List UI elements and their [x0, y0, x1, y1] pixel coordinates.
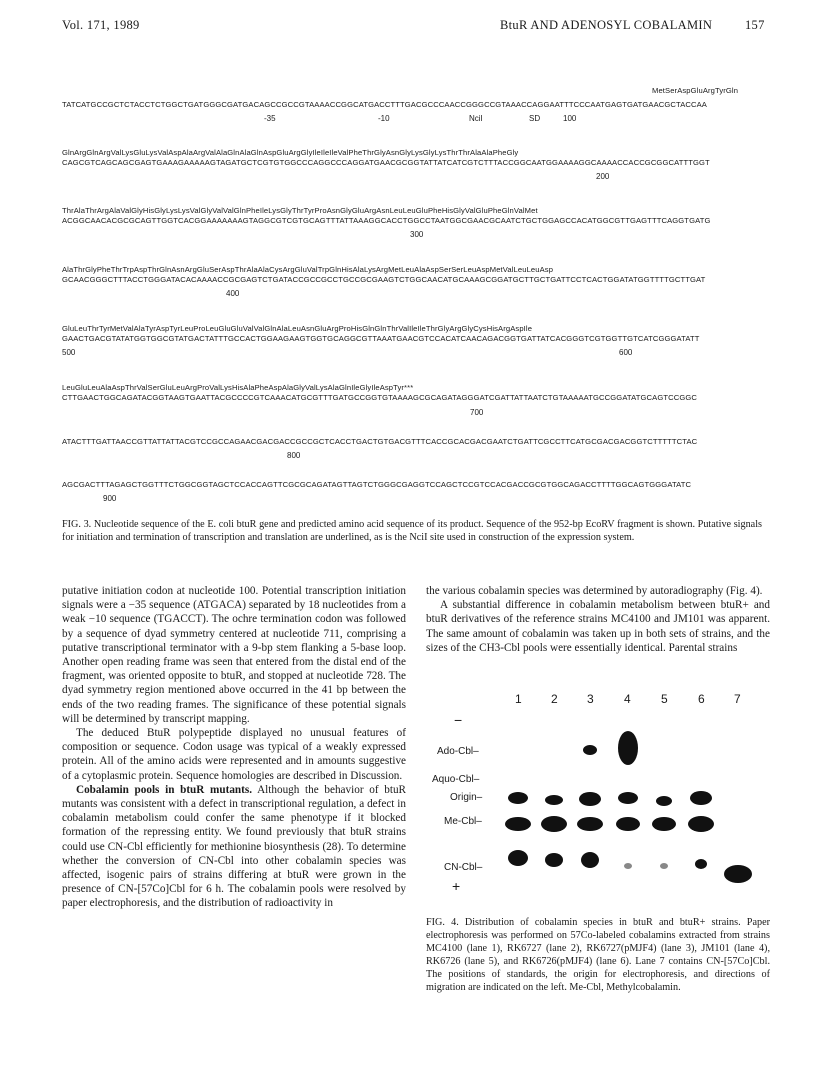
seq-num-700: 700 [470, 408, 484, 417]
band-lane4-cn [624, 863, 632, 869]
figure-4-autoradiograph [420, 692, 776, 915]
right-column [426, 584, 770, 655]
seq-row1-aa: GlnArgGlnArgValLysGluLysValAspAlaArgValAlaGlnAlaGlnAspGluArgGlyIleIleIleValPheThrGlyAsnGlyLysGlyLysThrThrAlaAlaPheGly [62, 148, 519, 157]
band-lane3-me [577, 817, 603, 831]
label-origin: Origin– [450, 792, 483, 803]
seq-num-600: 600 [619, 348, 633, 357]
right-paragraph-1: the various cobalamin species was determined by autoradiography (Fig. 4). [426, 585, 763, 597]
running-header-title: BtuR AND ADENOSYL COBALAMIN [500, 18, 713, 32]
band-lane5-cn [660, 863, 668, 869]
seq-row2-dna: ACGGCAACACGCGCAGTTGGTCACGGAAAAAAAGTAGGCGTCGTGCAGTTTATTAAAGGCACCTGGCCTAATGGCGAACGCAATCTGCTGGAGCCACATGGCGTTGAGTTTCAGGTGATG [62, 216, 711, 225]
lane-label-4: 4 [624, 692, 631, 706]
band-lane6-origin [690, 791, 712, 805]
band-lane7-cn [724, 865, 752, 883]
lane-label-3: 3 [587, 692, 594, 706]
seq-row4-dna: GAACTGACGTATATGGTGGCGTATGACTATTTGCCACTGGAAGAAGTGGTGCAGGCGTTAAATGAACGTCCACATCAACAGACGGTGATTATCACGGGTCGTGGTTGTCATCGGGATATT [62, 334, 700, 343]
figure-3-caption: FIG. 3. Nucleotide sequence of the E. coli btuR gene and predicted amino acid sequence of its product. Sequence of the 952-bp EcoRV fragment is shown. Putative signals for initiation and termination of transcription and translation are underlined, as is the NciI site used in construction of the expression system. [62, 519, 762, 543]
migration-minus: − [454, 712, 463, 728]
lane-label-5: 5 [661, 692, 668, 706]
band-lane1-cn [508, 850, 528, 866]
label-ado-cbl: Ado-Cbl– [437, 746, 479, 757]
seq-row4-aa: GluLeuThrTyrMetValAlaTyrAspTyrLeuProLeuGluGluValValGlnAlaLeuAsnGluArgProHisGlnGlnThrValIleIleThrGlyArgGlyCysHisArgAspIle [62, 324, 533, 333]
band-lane5-origin [656, 796, 672, 806]
label-aquo-cbl: Aquo-Cbl– [432, 774, 480, 785]
right-paragraph-2: A substantial difference in cobalamin metabolism between btuR+ and btuR derivatives of the reference strains MC4100 and JM101 was apparent. The same amount of cobalamin was taken up in both sets of strains, and the sizes of the CH3-Cbl pools were essentially identical. Parental strains [426, 599, 770, 654]
band-lane3-ado [583, 745, 597, 755]
seq-row0-aa: MetSerAspGluArgTyrGln [652, 86, 739, 95]
seq-row0-dna: TATCATGCCGCTCTACCTCTGGCTGATGGGCGATGACAGCCGCCGTAAAACCGGCATGACCTTTGACGCCCAACCGGGCCGTAAACCAGGAATTTCCCAATGAGTGATGAACGCTACCAA [62, 100, 707, 109]
seq-mark-sd: SD [529, 114, 541, 123]
lane-label-6: 6 [698, 692, 705, 706]
band-lane3-origin [579, 792, 601, 806]
seq-num-400: 400 [226, 289, 240, 298]
seq-num-300: 300 [410, 230, 424, 239]
band-lane4-ado [618, 731, 638, 765]
band-lane4-origin [618, 792, 638, 804]
section-heading-cobalamin-pools: Cobalamin pools in btuR mutants. [76, 783, 253, 796]
seq-num-200: 200 [596, 172, 610, 181]
seq-row5-dna: CTTGAACTGGCAGATACGGTAAGTGAATTACGCCCCGTCAAACATGCGTTTGATGCCGGTGTAAAAGCGCAGATAGGGATCGATTATTAATCTGTAAAAATGCCGGATATGCAGTCCGGC [62, 393, 697, 402]
page-number: 157 [745, 18, 765, 32]
seq-row2-aa: ThrAlaThrArgAlaValGlyHisGlyLysLysValGlyValValGlnPheIleLysGlyThrTyrProAsnGlyGluArgAsnLeuLeuGluPheHisGlyValGluPheGlnValMet [62, 206, 538, 215]
band-lane6-cn [695, 859, 707, 869]
band-lane1-origin [508, 792, 528, 804]
migration-plus: + [452, 878, 461, 894]
seq-num-500: 500 [62, 348, 76, 357]
lane-label-1: 1 [515, 692, 522, 706]
seq-row3-dna: GCAACGGGCTTTACCTGGGATACACAAAACCGCGAGTCTGATACCGCCGCCTGCCGCGAAGTCTGGCAACATGCAAAGCGGATGCTTGCTGATTCCTCACTGGATATGGTTTTGCTTGAT [62, 275, 706, 284]
band-lane2-cn [545, 853, 563, 867]
left-paragraph-1: putative initiation codon at nucleotide 100. Potential transcription initiation signals were a −35 sequence (ATGACA) separated by 18 nucleotides from a weak −10 sequence (TGACCT). The ochre termination codon was followed by a sequence of dyad symmetry centered at nucleotide 711, comprising a putative transcriptional terminator with a 9-bp stem flanking a 5-base loop. Another open reading frame was seen that entered from the distal end of the fragment, was oriented opposite to btuR, and stopped at nucleotide 728. The dyad symmetry region mentioned above occurred in the 41 bp between the ends of the two reading frames. The significance of these potential signals will be determined by transcript mapping. [62, 585, 406, 725]
band-lane3-cn [581, 852, 599, 868]
running-header-volume: Vol. 171, 1989 [62, 18, 140, 32]
left-column [62, 584, 406, 911]
seq-row7-dna: AGCGACTTTAGAGCTGGTTTCTGGCGGTAGCTCCACCAGTTCGCGCAGATAGTTAGTCTGGGCGAGGTCCAGCTCCGTCCACGACCGCGTGGCAGACCTTTTGGCAGTGGGATATC [62, 480, 692, 489]
seq-mark-ncii: NciI [469, 114, 483, 123]
band-lane6-me [688, 816, 714, 832]
label-me-cbl: Me-Cbl– [444, 816, 482, 827]
left-paragraph-3 [62, 783, 406, 911]
left-paragraph-2: The deduced BtuR polypeptide displayed no unusual features of composition or sequence. Codon usage was typical of a weakly expressed protein. All of the amino acids were represented and in amounts suggestive of a cytoplasmic protein. Sequence homologies are described in Discussion. [62, 727, 406, 782]
figure-4-caption: FIG. 4. Distribution of cobalamin species in btuR and btuR+ strains. Paper electrophoresis was performed on 57Co-labeled cobalamins extracted from strains MC4100 (lane 1), RK6727 (lane 2), RK6727(pMJF4) (lane 3), JM101 (lane 4), RK6726 (lane 5), and RK6726(pMJF4) (lane 6). Lane 7 contains CN-[57Co]Cbl. The positions of standards, the origin for electrophoresis, and directions of migration are indicated on the left. Me-Cbl, Methylcobalamin. [426, 917, 770, 993]
band-lane2-origin [545, 795, 563, 805]
gel-bands [420, 700, 776, 915]
seq-mark-35: -35 [264, 114, 276, 123]
band-lane2-me [541, 816, 567, 832]
lane-label-7: 7 [734, 692, 741, 706]
label-cn-cbl: CN-Cbl– [444, 862, 483, 873]
left-paragraph-3-body: Although the behavior of btuR mutants was consistent with a defect in transcriptional regulation, a defect in cobalamin metabolism could confer the same phenotype if it blocked formation of the repressing entity. We found previously that btuR strains could use CN-Cbl efficiently for methionine biosynthesis (28). To determine whether the conversion of CN-Cbl into other cobalamin species was affected, isogenic pairs of strains differing at btuR were grown in the presence of CN-[57Co]Cbl for 6 h. The cobalamin pools were resolved by paper electrophoresis, and the distribution of radioactivity in [62, 783, 407, 910]
lane-label-2: 2 [551, 692, 558, 706]
seq-mark-100: 100 [563, 114, 577, 123]
seq-num-800: 800 [287, 451, 301, 460]
seq-row6-dna: ATACTTTGATTAACCGTTATTATTACGTCCGCCAGAACGACGACCGCCGCTCACCTGACTGTGACGTTTCACCGCACGACGAATCTGATTCGCCTTCATGCGACGACGGTCTTTTTCTAC [62, 437, 698, 446]
seq-row5-aa: LeuGluLeuAlaAspThrValSerGluLeuArgProValLysHisAlaPheAspAlaGlyValLysAlaGlnIleGlyIleAspTyr*** [62, 383, 414, 392]
seq-num-900: 900 [103, 494, 117, 503]
seq-mark-10: -10 [378, 114, 390, 123]
band-lane1-me [505, 817, 531, 831]
seq-row3-aa: AlaThrGlyPheThrTrpAspThrGlnAsnArgGluSerAspThrAlaAlaCysArgGluValTrpGlnHisAlaLysArgMetLeuAlaAspSerSerLeuAspMetValLeuLeuAsp [62, 265, 554, 274]
band-lane4-me [616, 817, 640, 831]
seq-row1-dna: CAGCGTCAGCAGCGAGTGAAAGAAAAAGTAGATGCTCGTGTGGCCCAGGCCCAGGATGAACGCGGTATTATCATCGTCTTTACCGGCAATGGAAAAGGCAAAACCACCGCGGCATTTGGT [62, 158, 710, 167]
band-lane5-me [652, 817, 676, 831]
